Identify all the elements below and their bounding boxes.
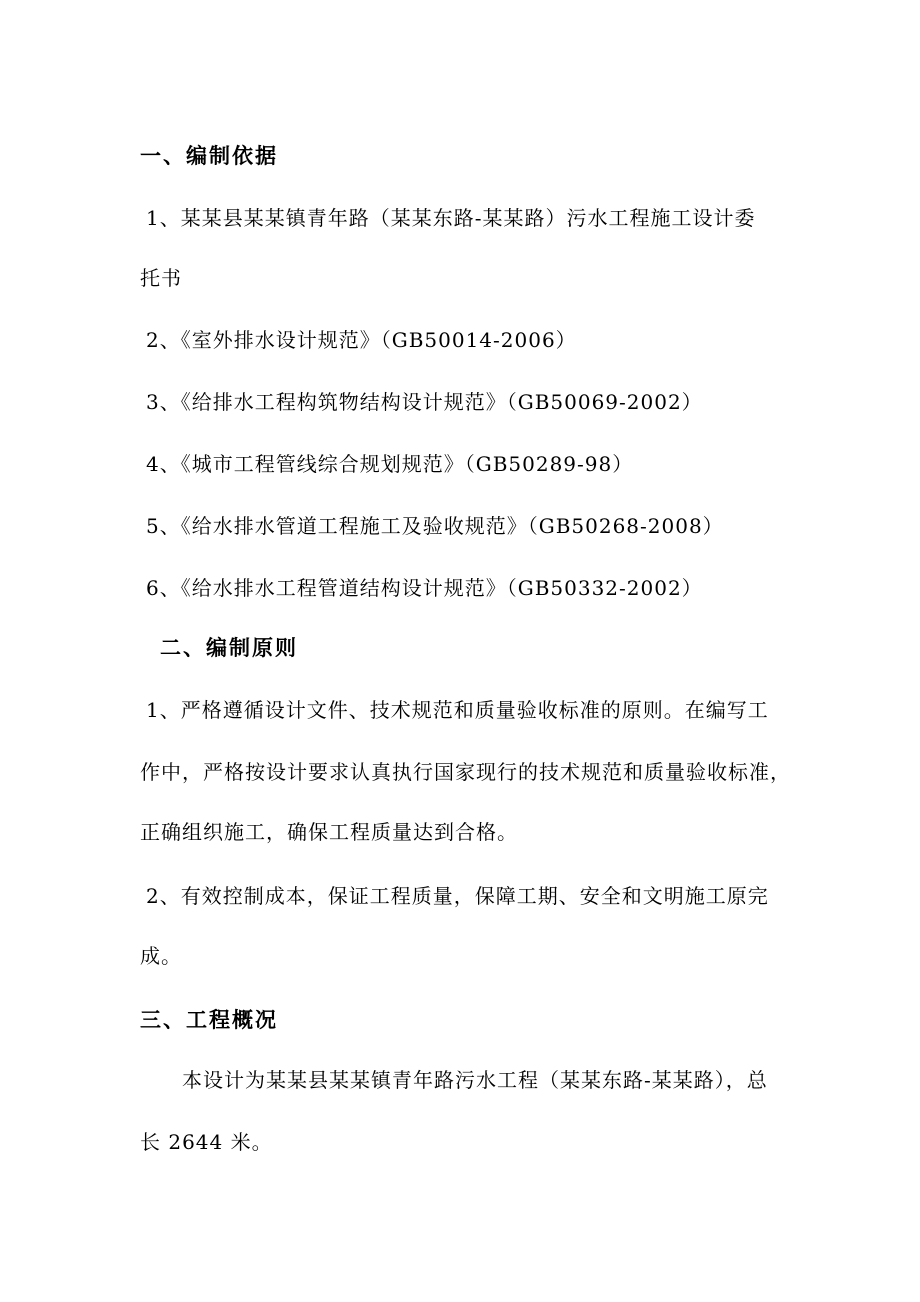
overview-paragraph: 本设计为某某县某某镇青年路污水工程（某某东路-某某路），总 [182, 1068, 768, 1092]
basis-item-1: 1、某某县某某镇青年路（某某东路-某某路）污水工程施工设计委 [146, 206, 756, 230]
basis-item-4: 4、《城市工程管线综合规划规范》（GB50289-98） [146, 452, 634, 476]
section-heading-basis: 一、编制依据 [140, 143, 278, 168]
basis-item-3: 3、《给排水工程构筑物结构设计规范》（GB50069-2002） [146, 390, 703, 414]
basis-item-2: 2、《室外排水设计规范》（GB50014-2006） [146, 328, 577, 352]
basis-item-1-cont: 托书 [140, 266, 182, 290]
principle-item-2-cont: 成。 [140, 944, 182, 968]
principle-item-2: 2、有效控制成本，保证工程质量，保障工期、安全和文明施工原完 [146, 884, 769, 908]
principle-item-1: 1、严格遵循设计文件、技术规范和质量验收标准的原则。在编写工 [146, 698, 769, 722]
basis-item-5: 5、《给水排水管道工程施工及验收规范》（GB50268-2008） [146, 514, 724, 538]
overview-paragraph-cont: 长 2644 米。 [140, 1130, 273, 1154]
section-heading-principles: 二、编制原则 [160, 635, 298, 660]
principle-item-1-cont-a: 作中，严格按设计要求认真执行国家现行的技术规范和质量验收标准， [140, 760, 791, 784]
section-heading-overview: 三、工程概况 [140, 1007, 278, 1032]
principle-item-1-cont-b: 正确组织施工，确保工程质量达到合格。 [140, 820, 518, 844]
basis-item-6: 6、《给水排水工程管道结构设计规范》（GB50332-2002） [146, 576, 703, 600]
